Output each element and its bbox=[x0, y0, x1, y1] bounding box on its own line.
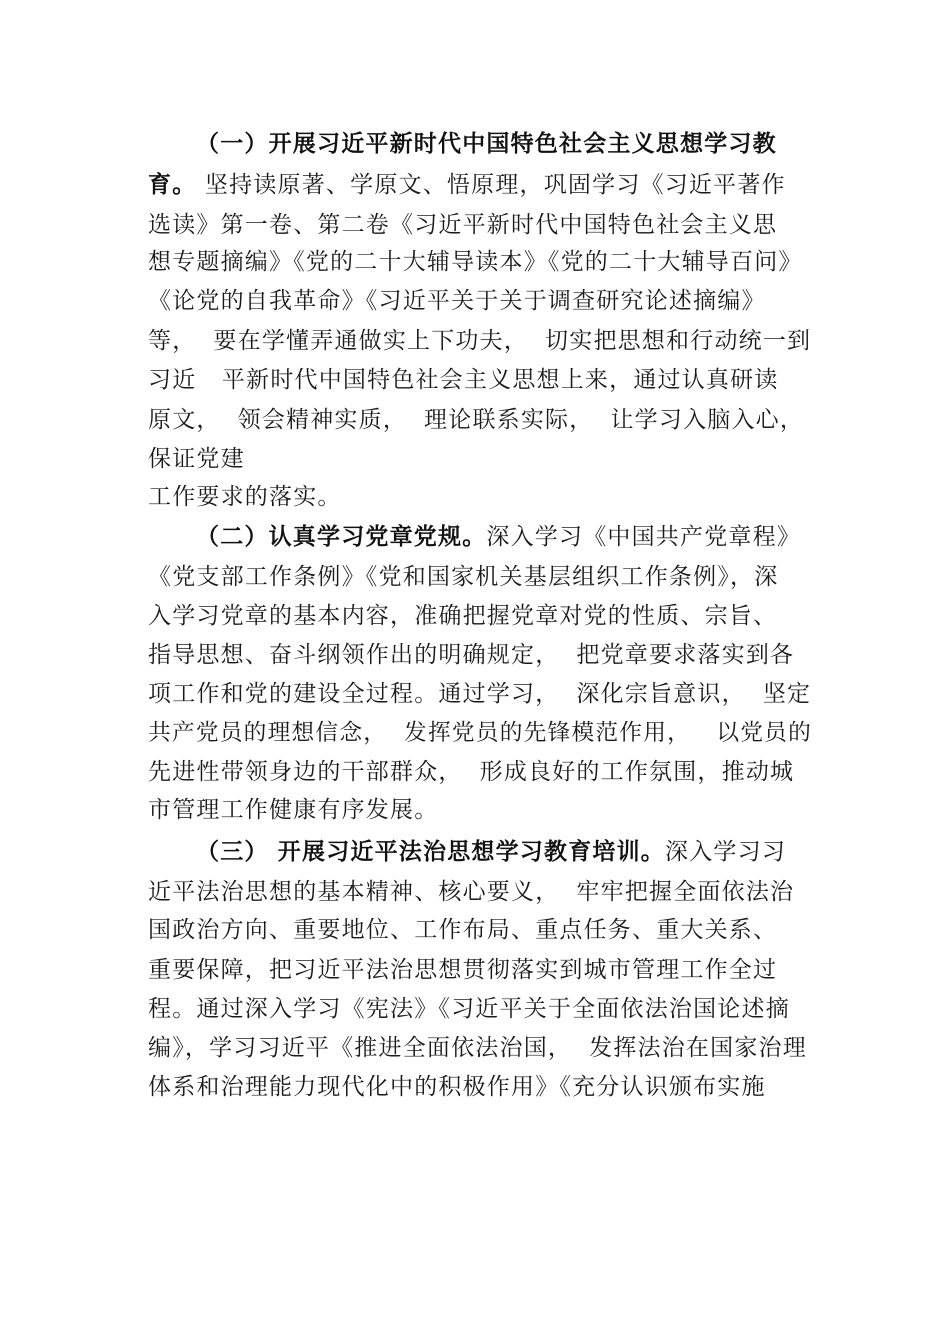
text-line: 习近 平新时代中国特色社会主义思想上来，通过认真研读 bbox=[148, 367, 779, 393]
text-line: 入学习党章的基本内容，准确把握党章对党的性质、宗旨、 bbox=[148, 603, 778, 629]
text-line: 想专题摘编》《党的二十大辅导读本》《党的二十大辅导百问》 bbox=[148, 249, 803, 275]
text-line: 项工作和党的建设全过程。通过学习， 深化宗旨意识， 坚定 bbox=[148, 681, 812, 707]
text-line: 近平法治思想的基本精神、核心要义， 牢牢把握全面依法治 bbox=[148, 879, 795, 905]
text-line: 《党支部工作条例》《党和国家机关基层组织工作条例》，深 bbox=[148, 564, 779, 590]
heading-one: （一）开展习近平新时代中国特色社会主义思想学习教 bbox=[196, 131, 777, 157]
text-line: 等， 要在学懂弄通做实上下功夫， 切实把思想和行动统一到 bbox=[148, 328, 812, 354]
text-line: 保证党建 bbox=[148, 446, 245, 472]
heading-one-end: 育。 bbox=[148, 172, 197, 198]
paragraph-text: 坚持读原著、学原文、悟原理，巩固学习《习近平著作 bbox=[196, 172, 786, 198]
text-line bbox=[196, 522, 801, 552]
text-line bbox=[148, 170, 786, 200]
text-line bbox=[196, 129, 777, 159]
text-line: 工作要求的落实。 bbox=[148, 484, 342, 510]
text-line: 重要保障，把习近平法治思想贯彻落实到城市管理工作全过 bbox=[148, 957, 778, 983]
text-line: 《论党的自我革命》《习近平关于关于调查研究论述摘编》 bbox=[148, 288, 766, 314]
text-line: 编》，学习习近平《推进全面依法治国， 发挥法治在国家治理 bbox=[148, 1035, 807, 1061]
paragraph-text: 深入学习《中国共产党章程》 bbox=[486, 524, 802, 550]
text-line: 共产党员的理想信念， 发挥党员的先锋模范作用， 以党员的 bbox=[148, 720, 812, 746]
text-line: 先进性带领身边的干部群众， 形成良好的工作氛围，推动城 bbox=[148, 759, 795, 785]
heading-two: （二）认真学习党章党规。 bbox=[196, 524, 487, 550]
text-line: 体系和治理能力现代化中的积极作用》《充分认识颁布实施 bbox=[148, 1074, 766, 1100]
text-line bbox=[196, 837, 786, 867]
text-line: 指导思想、奋斗纲领作出的明确规定， 把党章要求落实到各 bbox=[148, 642, 795, 668]
text-line: 程。通过深入学习《宪法》《习近平关于全面依法治国论述摘 bbox=[148, 996, 790, 1022]
paragraph-text: 深入学习习 bbox=[665, 839, 787, 865]
text-line: 市管理工作健康有序发展。 bbox=[148, 797, 439, 823]
heading-three: （三） 开展习近平法治思想学习教育培训。 bbox=[196, 839, 666, 865]
text-line: 国政治方向、重要地位、工作布局、重点任务、重大关系、 bbox=[148, 917, 778, 943]
text-line: 选读》第一卷、第二卷《习近平新时代中国特色社会主义思 bbox=[148, 212, 778, 238]
text-line: 原文， 领会精神实质， 理论联系实际， 让学习入脑入心， bbox=[148, 407, 805, 433]
